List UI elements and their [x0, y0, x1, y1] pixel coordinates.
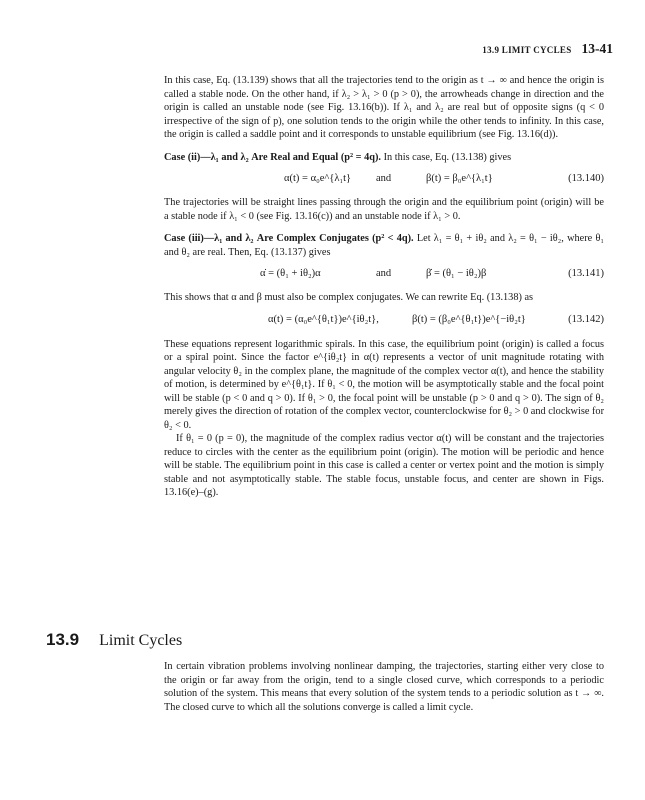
eq-13-140-and: and	[376, 173, 392, 184]
case-ii-paragraph	[164, 151, 604, 165]
eq-13-140-right: β(t) = β₀e^{λ₁t}	[426, 173, 493, 184]
eq-13-141-left: α̇ = (θ₁ + iθ₂)α	[260, 268, 321, 279]
page-number: 13-41	[581, 41, 613, 56]
case-iii-paragraph	[164, 232, 604, 259]
equation-13-140	[164, 172, 604, 188]
paragraph-complex-conjugates: This shows that α and β must also be complex conjugates. We can rewrite Eq. (13.138) as	[164, 292, 534, 303]
eq-13-141-number: (13.141)	[568, 268, 604, 279]
running-head	[0, 40, 613, 58]
paragraph-spirals: These equations represent logarithmic spirals. In this case, the equilibrium point (origin) is called a focus or a spiral point. Since the factor e^{iθ₂t} in α(t) represents a vector of unit magnitude rotating with angular velocity θ₂ in the complex plane, the magnitude of the complex vector α(t), and hence the stability of motion, is determined by e^{θ₁t}. If θ₁ < 0, the motion will be asymptotically stable and the focal point will be stable (p < 0 and q > 0). If θ₁ > 0, the focal point will be unstable (p > 0 and q > 0). The sign of θ₂ merely gives the direction of rotation of the complex vector, counterclockwise for θ₂ > 0 and clockwise for θ₂ < 0.	[164, 338, 604, 431]
equation-13-142	[164, 313, 604, 329]
text-block-limit-cycles	[164, 660, 604, 714]
paragraph-straight-lines: The trajectories will be straight lines passing through the origin and the equilibrium point (origin) will be a stable node if λ₁ < 0 (see Fig. 13.16(c)) and an unstable node if λ₁ > 0.	[164, 197, 604, 222]
running-head-section: 13.9 LIMIT CYCLES	[482, 45, 572, 55]
section-heading	[46, 630, 182, 650]
eq-13-140-left: α(t) = α₀e^{λ₁t}	[284, 173, 352, 184]
eq-13-142-right: β(t) = (β₀e^{θ₁t})e^{−iθ₂t}	[412, 313, 526, 325]
eq-13-142-number: (13.142)	[568, 313, 604, 325]
case-ii-text: In this case, Eq. (13.138) gives	[383, 151, 512, 163]
eq-13-141-and: and	[376, 268, 392, 279]
case-iii-heading: Case (iii)—λ₁ and λ₂ Are Complex Conjugates (p² < 4q).	[164, 233, 414, 244]
paragraph-limit-cycle: In certain vibration problems involving nonlinear damping, the trajectories, starting either very close to the origin or far away from the origin, tend to a single closed curve, which corresponds to a periodic solution of the system. This means that every solution of the system tends to a periodic solution as t → ∞. The closed curve to which all the solutions converge is called a limit cycle.	[164, 661, 604, 713]
eq-13-142-left: α(t) = (α₀e^{θ₁t})e^{iθ₂t},	[268, 313, 379, 325]
eq-13-140-number: (13.140)	[568, 173, 604, 184]
case-iii-text: Let λ₁ = θ₁ + iθ₂ and λ₂ = θ₁ − iθ₂, where θ₁ and θ₂ are real. Then, Eq. (13.137) gives	[164, 233, 604, 258]
case-ii-heading: Case (ii)—λ₁ and λ₂ Are Real and Equal (p² = 4q).	[164, 151, 381, 163]
paragraph-nodes: In this case, Eq. (13.139) shows that all the trajectories tend to the origin as t → ∞ and hence the origin is called a stable node. On the other hand, if λ₂ > λ₁ > 0 (p > 0), the arrowheads change in direction and the origin is called an unstable node (see Fig. 13.16(b)). If λ₁ and λ₂ are real but of opposite signs (q < 0 irrespective of the sign of p), one solution tends to the origin while the other tends to infinity. In this case, the origin is called a saddle point and it corresponds to unstable equilibrium (see Fig. 13.16(d)).	[164, 75, 604, 140]
paragraph-center: If θ₁ = 0 (p = 0), the magnitude of the complex radius vector α(t) will be constant and the trajectories reduce to circles with the center as the equilibrium point (origin). The motion will be periodic and hence will be stable. The equilibrium point in this case is called a center or vertex point and the motion is simply stable and not asymptotically stable. The stable focus, unstable focus, and center are shown in Figs. 13.16(e)–(g).	[164, 433, 604, 498]
text-block-upper	[164, 74, 604, 500]
eq-13-141-right: β̇ = (θ₁ − iθ₂)β	[426, 268, 487, 279]
section-number: 13.9	[46, 630, 80, 649]
section-title: Limit Cycles	[99, 632, 183, 649]
equation-13-141	[164, 267, 604, 283]
